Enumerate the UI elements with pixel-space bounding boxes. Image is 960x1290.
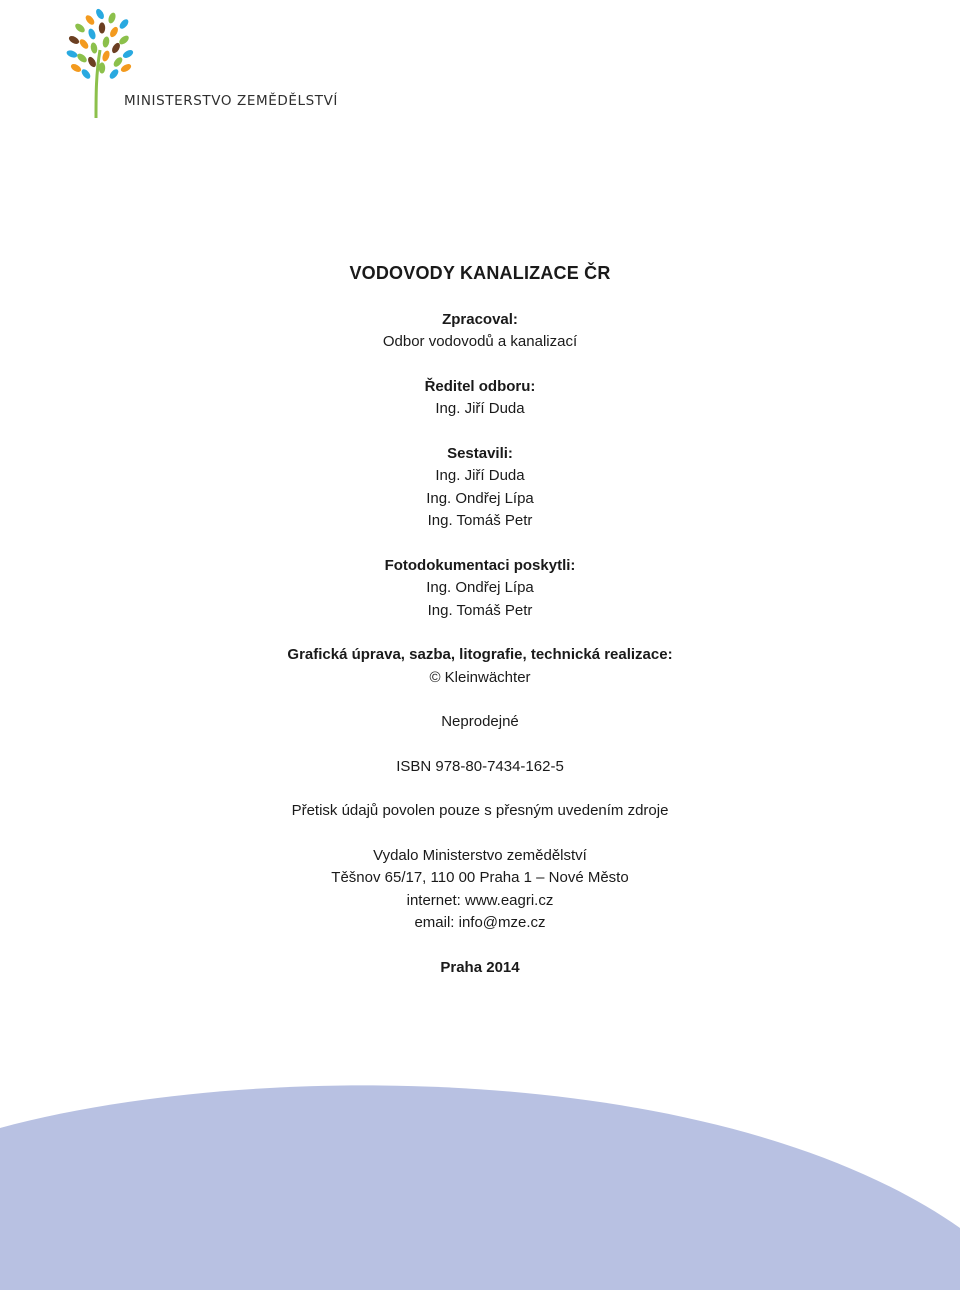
leaf-shape xyxy=(76,52,89,64)
leaf-shape xyxy=(118,18,130,31)
ministry-name: MINISTERSTVO ZEMĚDĚLSTVÍ xyxy=(124,93,338,109)
block-line: Ing. Ondřej Lípa xyxy=(426,489,534,507)
ministry-logo xyxy=(66,4,346,120)
document-title: VODOVODY KANALIZACE ČR xyxy=(349,263,611,283)
decorative-arc xyxy=(0,1080,960,1290)
leaf-shape xyxy=(74,22,87,34)
block-line: Těšnov 65/17, 110 00 Praha 1 – Nové Město xyxy=(331,869,629,886)
tree-stem xyxy=(96,50,100,118)
block-line: © Kleinwächter xyxy=(429,668,531,686)
imprint-block xyxy=(0,443,960,533)
leaf-shape xyxy=(122,48,135,59)
block-label: Grafická úprava, sazba, litografie, technická realizace: xyxy=(287,646,673,663)
leaf-shape xyxy=(86,56,97,69)
footer-text: Praha 2014 xyxy=(440,958,520,976)
imprint-block xyxy=(0,711,960,734)
leaf-shape xyxy=(107,12,117,25)
imprint-block xyxy=(0,555,960,623)
block-line: Vydalo Ministerstvo zemědělství xyxy=(373,846,587,864)
leaf-shape xyxy=(87,28,97,41)
leaf-shape xyxy=(120,62,133,73)
block-line: Přetisk údajů povolen pouze s přesným uvedením zdroje xyxy=(291,802,669,819)
block-line: Ing. Tomáš Petr xyxy=(427,601,533,619)
block-label: Ředitel odboru: xyxy=(424,377,536,395)
block-label: Fotodokumentaci poskytli: xyxy=(384,556,576,574)
leaf-shape xyxy=(80,68,92,81)
leaf-shape xyxy=(108,26,119,39)
block-line: internet: www.eagri.cz xyxy=(406,891,554,909)
block-line: Ing. Jiří Duda xyxy=(435,467,525,484)
leaf-shape xyxy=(99,22,105,33)
block-label: Zpracoval: xyxy=(442,310,518,328)
leaf-shape xyxy=(94,8,105,21)
block-label: Sestavili: xyxy=(447,444,513,462)
block-line: Odbor vodovodů a kanalizací xyxy=(382,333,578,350)
leaf-shape xyxy=(70,62,83,73)
imprint-block xyxy=(0,845,960,935)
block-line: Ing. Jiří Duda xyxy=(435,400,525,417)
imprint-block xyxy=(0,309,960,354)
imprint-page xyxy=(0,262,960,1001)
leaf-shape xyxy=(78,38,90,51)
imprint-blocks xyxy=(0,309,960,935)
leaf-shape xyxy=(99,62,105,73)
imprint-block xyxy=(0,376,960,421)
arc-shape xyxy=(0,1085,960,1290)
imprint-block xyxy=(0,756,960,779)
leaf-shape xyxy=(102,36,110,48)
leaf-shape xyxy=(84,14,96,27)
imprint-block xyxy=(0,644,960,689)
block-line: Ing. Tomáš Petr xyxy=(427,512,533,529)
tree-leaves xyxy=(66,8,134,81)
block-line: Ing. Ondřej Lípa xyxy=(426,579,534,596)
imprint-block xyxy=(0,800,960,823)
leaf-shape xyxy=(112,56,124,69)
block-line: Neprodejné xyxy=(441,713,519,730)
block-line: ISBN 978-80-7434-162-5 xyxy=(396,757,564,775)
leaf-shape xyxy=(66,49,78,59)
leaf-shape xyxy=(101,50,111,63)
block-line: email: info@mze.cz xyxy=(414,914,546,931)
leaf-shape xyxy=(68,34,81,45)
publication-place-year xyxy=(0,957,960,980)
leaf-shape xyxy=(108,68,120,81)
leaf-shape xyxy=(90,42,98,54)
